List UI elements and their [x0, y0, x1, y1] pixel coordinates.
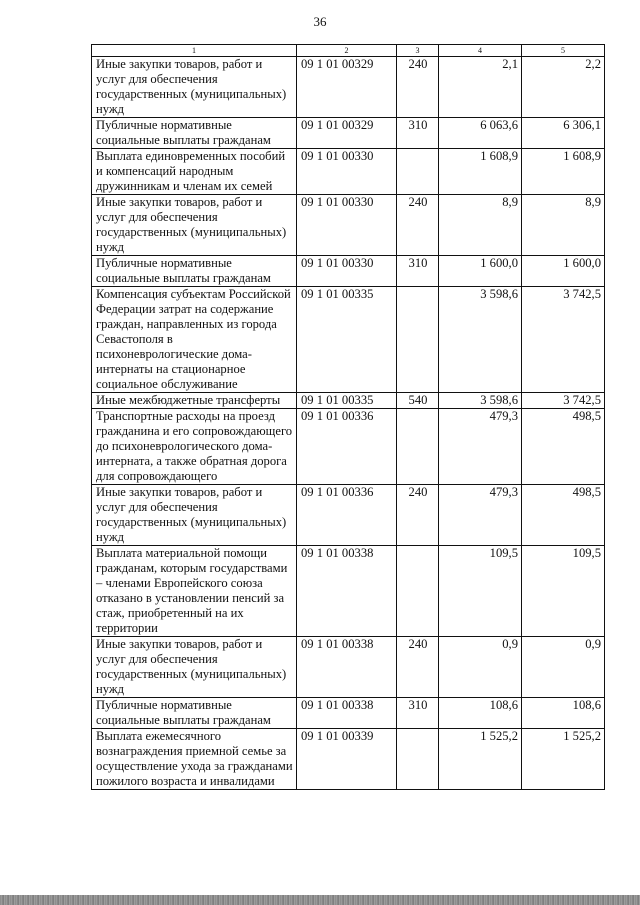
- scan-edge-artifact: [0, 895, 640, 905]
- row-value-1: 6 063,6: [439, 118, 522, 149]
- row-value-1: 8,9: [439, 195, 522, 256]
- row-name: Иные закупки товаров, работ и услуг для обеспечения государственных (муниципальных) нужд: [92, 57, 297, 118]
- row-code: 09 1 01 00338: [297, 637, 397, 698]
- row-name: Иные закупки товаров, работ и услуг для обеспечения государственных (муниципальных) нужд: [92, 637, 297, 698]
- row-type: 310: [397, 698, 439, 729]
- table-row: [92, 195, 605, 256]
- row-name: Публичные нормативные социальные выплаты гражданам: [92, 118, 297, 149]
- row-name: Выплата ежемесячного вознаграждения приемной семье за осуществление ухода за гражданами пожилого возраста и инвалидами: [92, 729, 297, 790]
- row-code: 09 1 01 00330: [297, 195, 397, 256]
- table-row: [92, 546, 605, 637]
- row-value-1: 2,1: [439, 57, 522, 118]
- page-number: 36: [313, 14, 327, 29]
- row-code: 09 1 01 00330: [297, 149, 397, 195]
- table-row: [92, 118, 605, 149]
- budget-table: [91, 44, 605, 790]
- header-cell-type: 3: [397, 45, 439, 57]
- row-name: Выплата единовременных пособий и компенсаций народным дружинникам и членам их семей: [92, 149, 297, 195]
- header-row: [92, 45, 605, 57]
- row-type: 310: [397, 256, 439, 287]
- row-value-2: 109,5: [522, 546, 605, 637]
- row-value-1: 3 598,6: [439, 287, 522, 393]
- row-name: Транспортные расходы на проезд гражданина и его сопровождающего до психоневрологического дома-интерната, а также обратная дорога для сопровождающего: [92, 409, 297, 485]
- table-row: [92, 485, 605, 546]
- row-name: Иные закупки товаров, работ и услуг для обеспечения государственных (муниципальных) нужд: [92, 485, 297, 546]
- row-value-2: 3 742,5: [522, 287, 605, 393]
- row-code: 09 1 01 00339: [297, 729, 397, 790]
- table-row: [92, 287, 605, 393]
- row-name: Публичные нормативные социальные выплаты гражданам: [92, 698, 297, 729]
- row-type: 240: [397, 195, 439, 256]
- row-value-1: 3 598,6: [439, 393, 522, 409]
- row-value-1: 109,5: [439, 546, 522, 637]
- table-row: [92, 409, 605, 485]
- row-value-2: 1 608,9: [522, 149, 605, 195]
- row-value-1: 0,9: [439, 637, 522, 698]
- row-code: 09 1 01 00338: [297, 698, 397, 729]
- row-value-1: 1 525,2: [439, 729, 522, 790]
- row-type: [397, 546, 439, 637]
- row-value-1: 1 608,9: [439, 149, 522, 195]
- row-code: 09 1 01 00336: [297, 409, 397, 485]
- row-code: 09 1 01 00329: [297, 57, 397, 118]
- row-value-1: 108,6: [439, 698, 522, 729]
- row-value-2: 108,6: [522, 698, 605, 729]
- row-value-2: 8,9: [522, 195, 605, 256]
- row-type: 540: [397, 393, 439, 409]
- row-name: Публичные нормативные социальные выплаты гражданам: [92, 256, 297, 287]
- row-value-2: 498,5: [522, 409, 605, 485]
- row-value-2: 0,9: [522, 637, 605, 698]
- table-row: [92, 393, 605, 409]
- row-code: 09 1 01 00330: [297, 256, 397, 287]
- table-row: [92, 637, 605, 698]
- row-type: 240: [397, 485, 439, 546]
- row-name: Иные закупки товаров, работ и услуг для обеспечения государственных (муниципальных) нужд: [92, 195, 297, 256]
- row-value-2: 6 306,1: [522, 118, 605, 149]
- row-code: 09 1 01 00335: [297, 393, 397, 409]
- row-code: 09 1 01 00338: [297, 546, 397, 637]
- table-row: [92, 256, 605, 287]
- row-name: Выплата материальной помощи гражданам, которым государствами – членами Европейского союза отказано в установлении пенсий за стаж, приобретенный на их территории: [92, 546, 297, 637]
- table-row: [92, 149, 605, 195]
- row-name: Иные межбюджетные трансферты: [92, 393, 297, 409]
- table-row: [92, 698, 605, 729]
- row-type: [397, 149, 439, 195]
- row-value-2: 498,5: [522, 485, 605, 546]
- row-value-1: 1 600,0: [439, 256, 522, 287]
- row-type: [397, 729, 439, 790]
- header-cell-code: 2: [297, 45, 397, 57]
- row-type: 240: [397, 637, 439, 698]
- row-name: Компенсация субъектам Российской Федерации затрат на содержание граждан, направленных из города Севастополя в психоневрологические дома-интернаты на стационарное социальное обслуживание: [92, 287, 297, 393]
- row-code: 09 1 01 00335: [297, 287, 397, 393]
- row-type: 240: [397, 57, 439, 118]
- row-value-1: 479,3: [439, 485, 522, 546]
- row-code: 09 1 01 00336: [297, 485, 397, 546]
- row-value-1: 479,3: [439, 409, 522, 485]
- header-cell-year2: 5: [522, 45, 605, 57]
- row-type: [397, 409, 439, 485]
- row-value-2: 1 525,2: [522, 729, 605, 790]
- row-type: 310: [397, 118, 439, 149]
- row-value-2: 1 600,0: [522, 256, 605, 287]
- row-value-2: 3 742,5: [522, 393, 605, 409]
- row-value-2: 2,2: [522, 57, 605, 118]
- row-type: [397, 287, 439, 393]
- table-row: [92, 729, 605, 790]
- header-cell-name: 1: [92, 45, 297, 57]
- row-code: 09 1 01 00329: [297, 118, 397, 149]
- table-row: [92, 57, 605, 118]
- header-cell-year1: 4: [439, 45, 522, 57]
